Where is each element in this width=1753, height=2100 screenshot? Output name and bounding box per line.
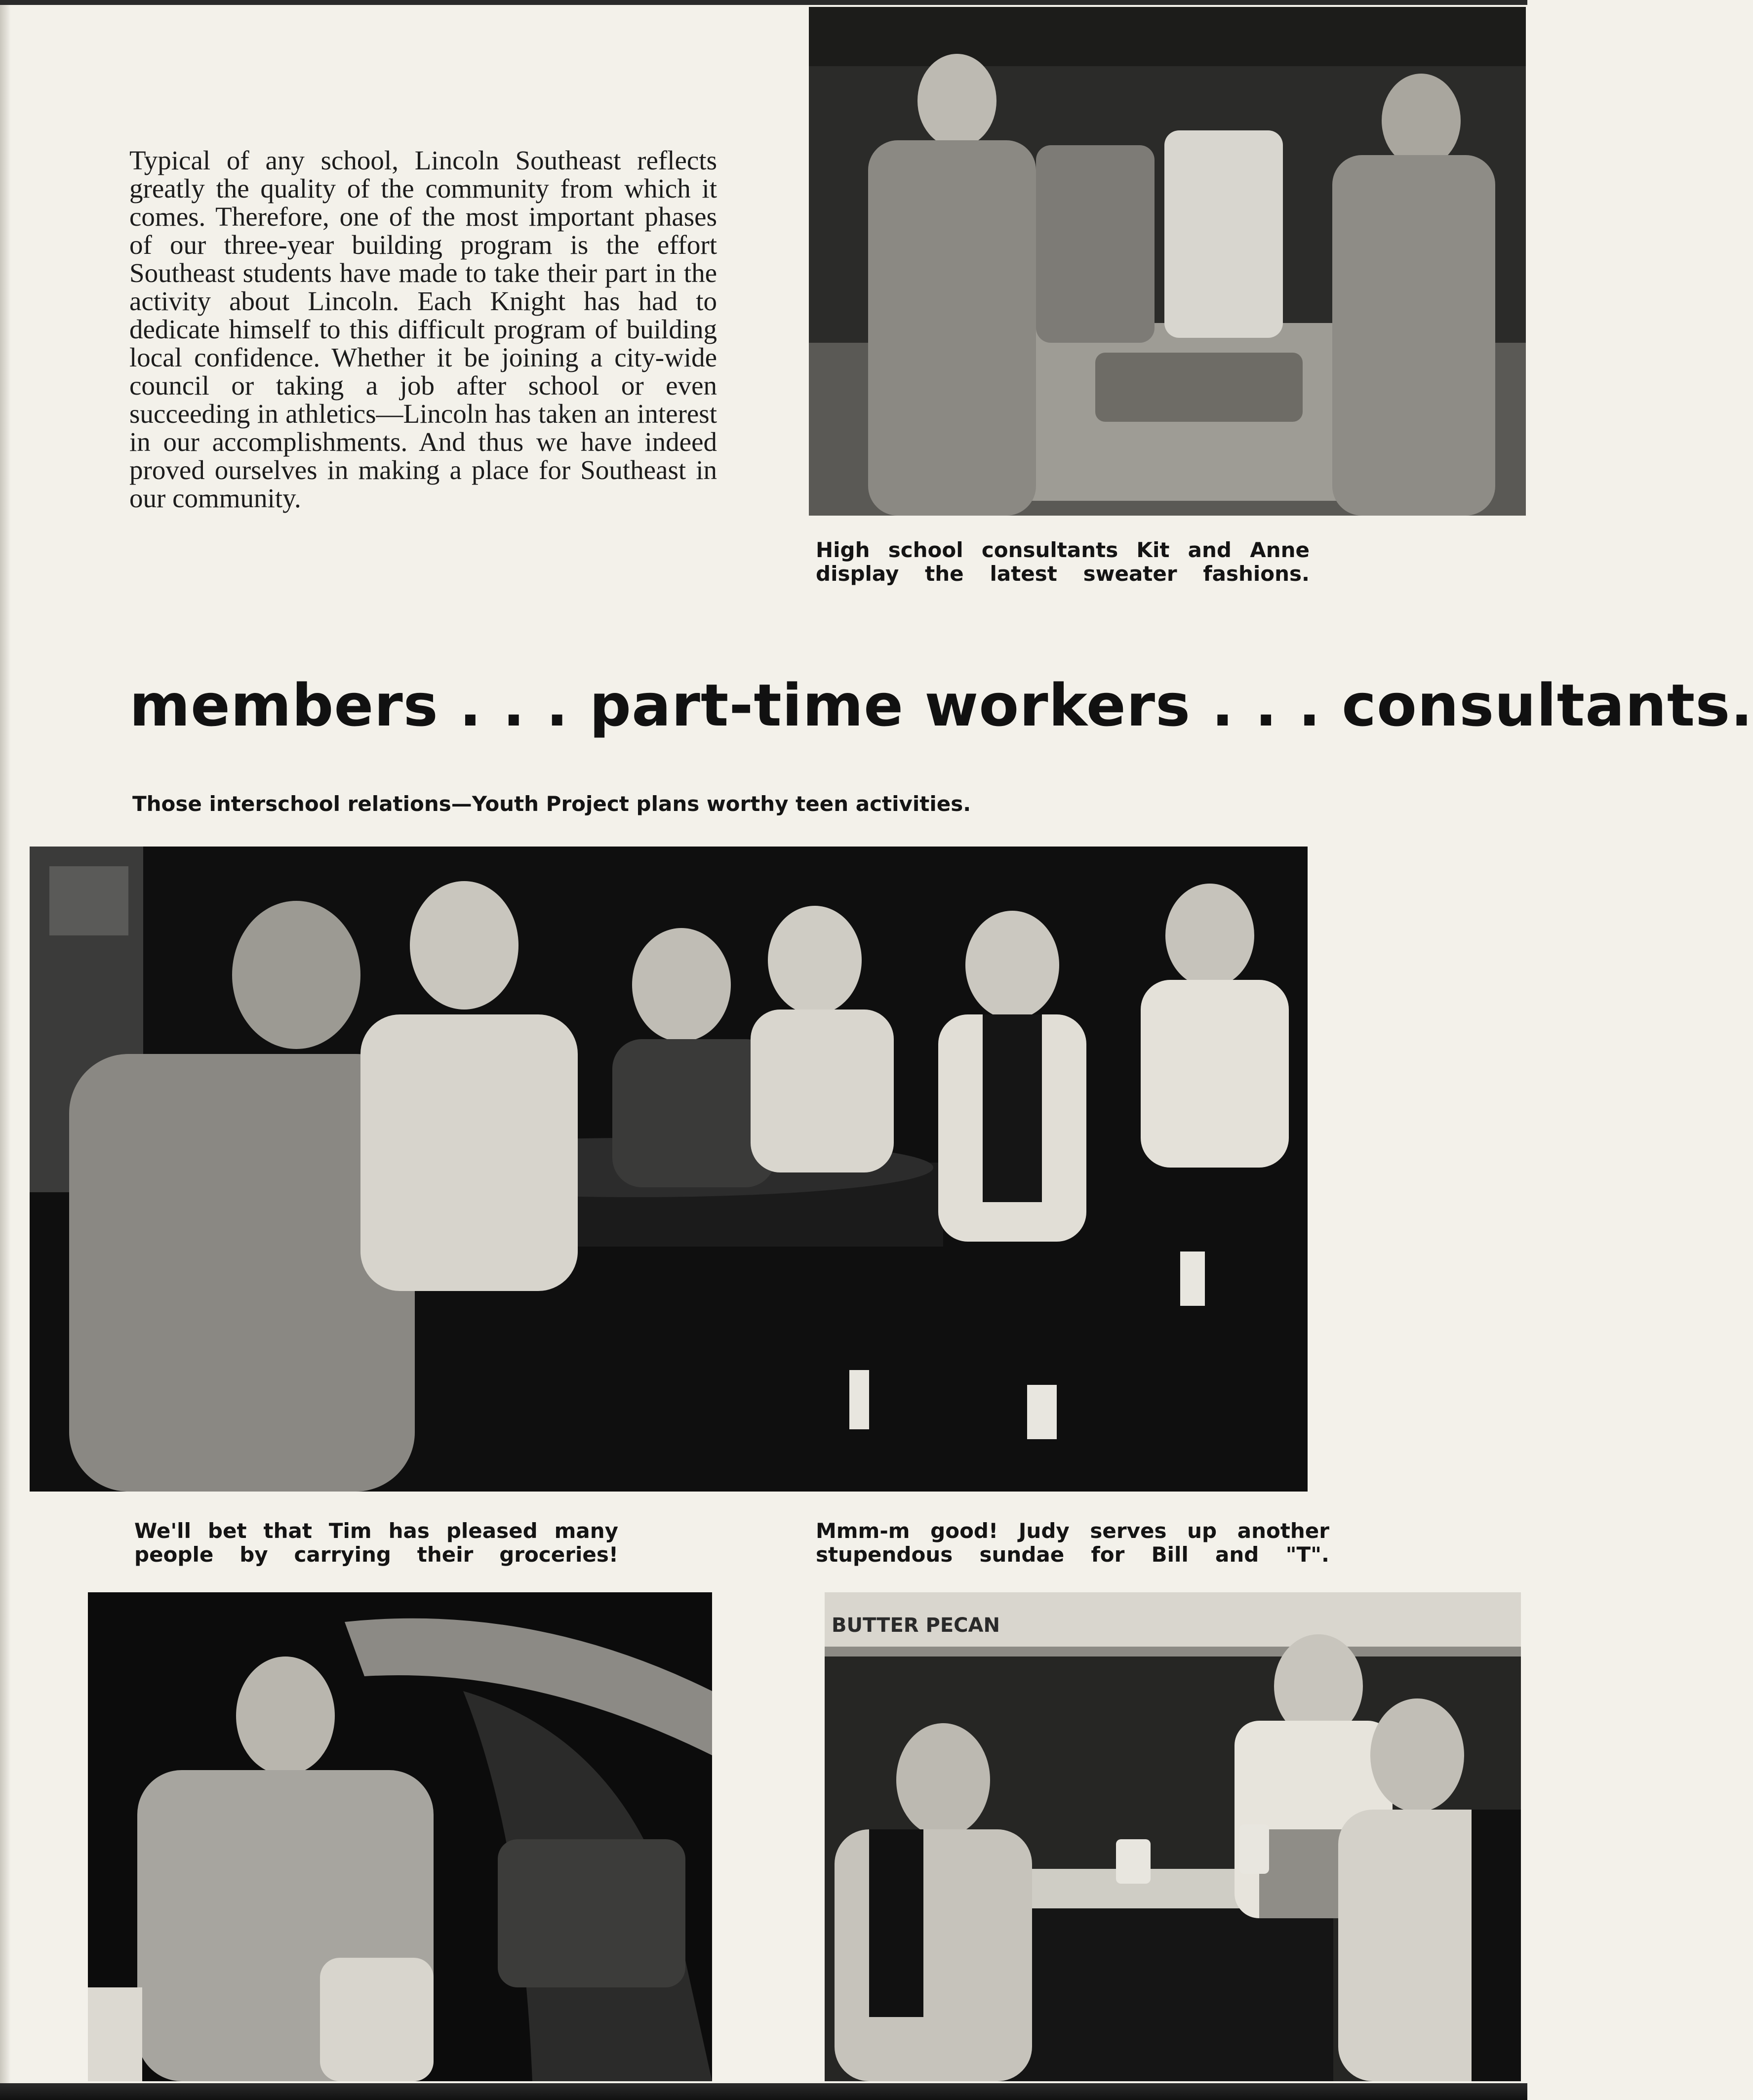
top-edge-rule: [0, 0, 1527, 5]
photo-groceries: [88, 1592, 712, 2081]
page-headline: members . . . part-time workers . . . consultants.: [129, 671, 1753, 739]
bottom-edge-rule: [0, 2083, 1527, 2100]
caption-sundae: Mmm-m good! Judy serves up another stupendous sundae for Bill and "T".: [816, 1519, 1329, 1567]
photo-sundae: [825, 1592, 1521, 2081]
caption-youth-project: Those interschool relations—Youth Project plans worthy teen activities.: [132, 792, 971, 816]
caption-consultants: High school consultants Kit and Anne display the latest sweater fashions.: [816, 538, 1310, 586]
photo-consultants: [809, 7, 1526, 516]
caption-groceries: We'll bet that Tim has pleased many people by carrying their groceries!: [134, 1519, 618, 1567]
photo-youth-project: [30, 847, 1308, 1492]
intro-paragraph: Typical of any school, Lincoln Southeast reflects greatly the quality of the community from which it comes. Therefore, one of the most important phases of our three-year building program is the effort Southeast students have made to take their part in the activity about Lincoln. Each Knight has had to dedicate himself to this difficult program of building local confidence. Whether it be joining a city-wide council or taking a job after school or even succeeding in athletics—Lincoln has taken an interest in our accomplishments. And thus we have indeed proved ourselves in making a place for Southeast in our community.: [129, 145, 717, 513]
page-spine-shadow: [0, 0, 11, 2100]
sign-butter-pecan: BUTTER PECAN: [832, 1614, 1000, 1637]
